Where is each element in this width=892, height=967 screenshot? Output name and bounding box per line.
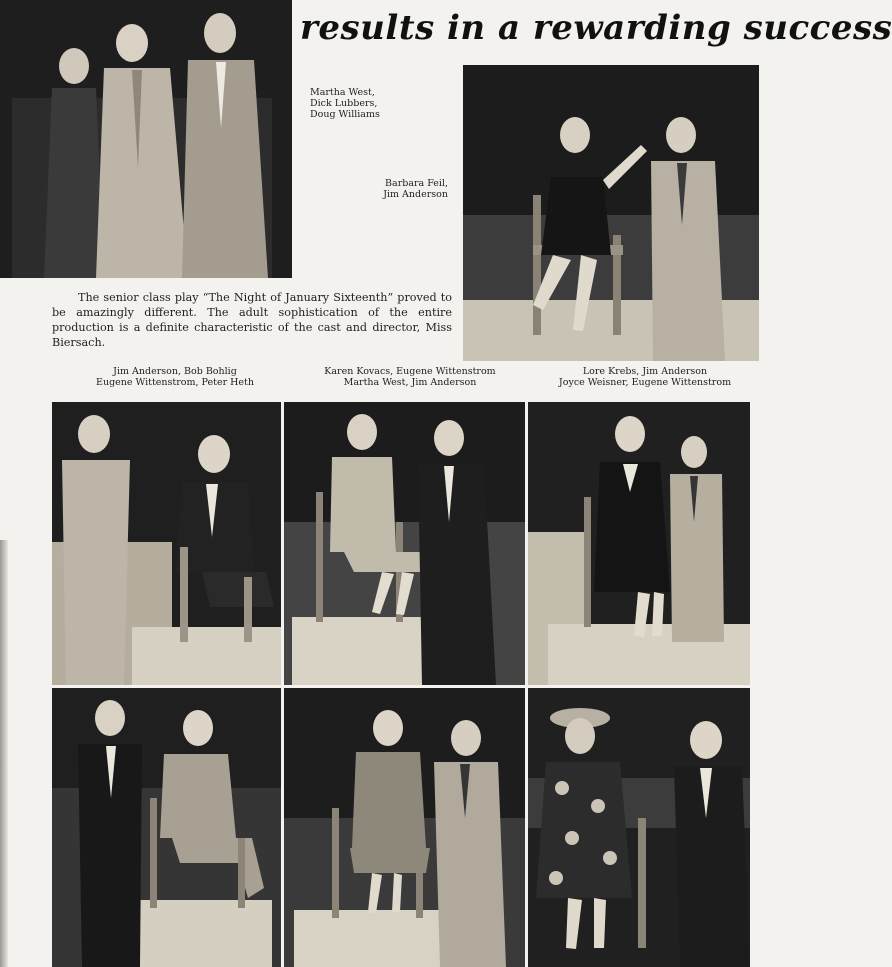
- caption-line: Jim Anderson, Bob Bohlig: [113, 366, 237, 377]
- photo-row2-col3: [528, 688, 750, 967]
- caption-line: Joyce Weisner, Eugene Wittenstrom: [558, 377, 732, 388]
- caption-line: Martha West,: [310, 87, 375, 98]
- caption-line: Eugene Wittenstrom, Peter Heth: [96, 377, 254, 388]
- caption-line: Barbara Feil,: [385, 178, 448, 189]
- caption-top-left: [310, 87, 380, 120]
- caption-line: Doug Williams: [310, 109, 380, 120]
- caption-line: Jim Anderson: [383, 189, 448, 200]
- photo-row1-col1: [52, 402, 281, 685]
- caption-col1: [80, 366, 270, 388]
- photo-row1-col3: [528, 402, 750, 685]
- caption-top-right: [360, 178, 448, 200]
- caption-line: Martha West, Jim Anderson: [343, 377, 477, 388]
- page-spine-shadow: [0, 540, 8, 967]
- caption-col3: [540, 366, 750, 388]
- photo-row1-col2: [284, 402, 525, 685]
- caption-line: Dick Lubbers,: [310, 98, 378, 109]
- caption-line: Lore Krebs, Jim Anderson: [582, 366, 708, 377]
- circle-photo-duo: [463, 65, 759, 361]
- caption-line: Karen Kovacs, Eugene Wittenstrom: [324, 366, 496, 377]
- circle-photo-trio: [0, 0, 292, 278]
- photo-row2-col1: [52, 688, 281, 967]
- caption-col2: [310, 366, 510, 388]
- photo-row2-col2: [284, 688, 525, 967]
- headline: results in a rewarding success: [300, 8, 892, 48]
- body-paragraph: The senior class play “The Night of January Sixteenth” proved to be amazingly different. The adult sophistication of the entire production is a definite characteristic of the cast and director, Miss Biersach.: [52, 291, 452, 349]
